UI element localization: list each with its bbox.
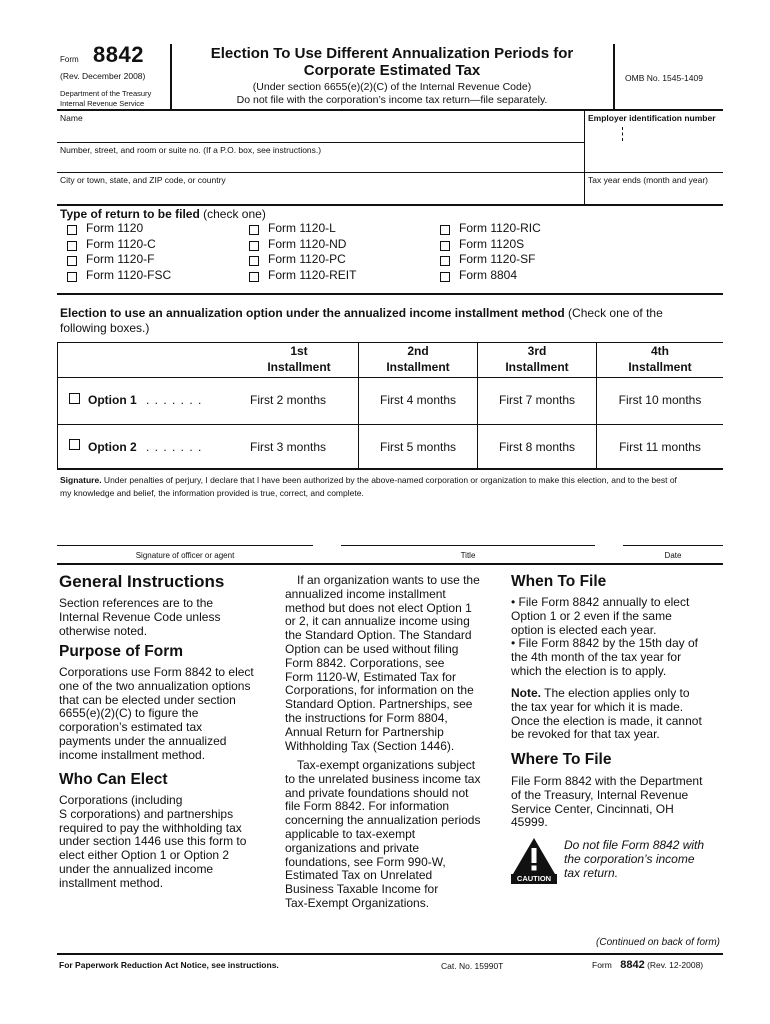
where-to-file-heading: Where To File [511, 751, 612, 768]
caution-label: CAUTION [516, 874, 552, 883]
date-input[interactable] [623, 527, 723, 544]
option-1-cell-1: First 2 months [250, 393, 327, 407]
agency-line: Internal Revenue Service [60, 99, 145, 108]
omb-number: OMB No. 1545-1409 [625, 73, 703, 83]
where-to-file-text: File Form 8842 with the Department of the Treasury, Internal Revenue Service Center, Cincinnati, OH 45999. [511, 774, 703, 830]
option-label: Form 1120-SF [459, 252, 536, 266]
signature-label: Signature of officer or agent [135, 551, 235, 560]
option-2-cell-3: First 8 months [498, 440, 576, 454]
checkbox-form-1120-fsc[interactable] [67, 272, 77, 282]
option-2-cell-4: First 11 months [619, 440, 701, 454]
continued-note: (Continued on back of form) [596, 937, 720, 948]
name-label: Name [60, 113, 83, 123]
checkbox-form-1120-c[interactable] [67, 241, 77, 251]
title-label: Title [460, 551, 476, 560]
ein-label: Employer identification number [588, 113, 716, 123]
standard-option-text: If an organization wants to use the annualized income installment method but does not elect Option 1 or 2, it can annualize income using the Standard Option. The Standard Option can be used without filing Form 8842. Corporations, see Form 1120-W, Estimated Tax for Corporations, for information on the Standard Option. Partnerships, see the instructions for Form 8804, Annual Return for Partnership Withholding Tax (Section 1446). [285, 573, 480, 753]
title-input[interactable] [341, 527, 595, 544]
option-2-label: Option 2 [88, 440, 137, 454]
tax-exempt-text: Tax-exempt organizations subject to the unrelated business income tax and private foundations should not file Form 8842. For information concerning the annualization periods applicable to tax-exempt organizations and private foundations, see Form 990-W, Estimated Tax on Unrelated Business Taxable Income for Tax-Exempt Organizations. [285, 758, 481, 910]
option-label: Form 8804 [459, 268, 518, 282]
who-can-elect-text: Corporations (including S corporations) and partnerships required to pay the withholding tax under section 1446 use this form to elect either Option 1 or Option 2 under the annualized income installment method. [59, 793, 247, 890]
purpose-heading: Purpose of Form [59, 643, 184, 660]
column-header-3rd: 3rd Installment [505, 344, 569, 374]
option-label: Form 1120-REIT [268, 268, 357, 282]
dot-leader: . . . . . . . [146, 440, 203, 454]
column-header-2nd: 2nd Installment [386, 344, 450, 374]
dot-leader: . . . . . . . [146, 393, 203, 407]
checkbox-option-2[interactable] [69, 439, 80, 450]
signature-declaration: Signature. Under penalties of perjury, I declare that I have been authorized by the above-named corporation or organization to make this election, and to the best of my knowledge and belief, the information provided is true, correct, and complete. [60, 475, 677, 498]
form-title: Election To Use Different Annualization Periods for Corporate Estimated Tax [210, 45, 574, 79]
checkbox-form-1120-ric[interactable] [440, 225, 450, 235]
paperwork-notice: For Paperwork Reduction Act Notice, see instructions. [59, 960, 279, 970]
option-label: Form 1120S [459, 237, 525, 251]
tax-year-label: Tax year ends (month and year) [588, 175, 709, 185]
checkbox-form-1120-sf[interactable] [440, 256, 450, 266]
option-1-cell-3: First 7 months [498, 393, 576, 407]
option-1-cell-2: First 4 months [379, 393, 457, 407]
caution-icon [511, 836, 557, 884]
checkbox-form-1120s[interactable] [440, 241, 450, 251]
checkbox-option-1[interactable] [69, 393, 80, 404]
caution-text: Do not file Form 8842 with the corporation’s income tax return. [564, 838, 705, 880]
when-to-file-heading: When To File [511, 573, 607, 590]
date-label: Date [664, 551, 682, 560]
catalog-number: Cat. No. 15990T [441, 961, 504, 971]
revision-date: (Rev. December 2008) [60, 71, 146, 81]
address-input[interactable] [60, 156, 580, 170]
option-label: Form 1120-PC [268, 252, 346, 266]
form-subtitle: (Under section 6655(e)(2)(C) of the Internal Revenue Code) Do not file with the corporation’s income tax return—file separately. [236, 81, 548, 106]
city-input[interactable] [60, 187, 580, 201]
form-label: Form [60, 55, 79, 64]
checkbox-form-1120-l[interactable] [249, 225, 259, 235]
section-references-text: Section references are to the Internal Revenue Code unless otherwise noted. [59, 596, 221, 638]
checkbox-form-1120-reit[interactable] [249, 272, 259, 282]
option-2-cell-2: First 5 months [379, 440, 457, 454]
column-header-4th: 4th Installment [628, 344, 692, 374]
option-label: Form 1120 [86, 221, 144, 235]
option-label: Form 1120-C [86, 237, 156, 251]
note-text: Note. The election applies only to the tax year for which it is made. Once the election is made, it cannot be revoked for that tax year. [511, 686, 702, 742]
election-intro: Election to use an annualization option under the annualized income installment method (Check one of the following boxes.) [60, 306, 663, 335]
signature-input[interactable] [57, 527, 313, 544]
option-label: Form 1120-F [86, 252, 155, 266]
option-2-cell-1: First 3 months [250, 440, 327, 454]
column-header-1st: 1st Installment [267, 344, 331, 374]
option-label: Form 1120-L [268, 221, 336, 235]
option-1-label: Option 1 [88, 393, 137, 407]
when-to-file-text: • File Form 8842 annually to elect Option 1 or 2 even if the same option is elected each year. • File Form 8842 by the 15th day of the 4th month of the tax year for which the election is to apply. [511, 595, 698, 678]
form-number: 8842 [93, 42, 144, 67]
option-label: Form 1120-ND [268, 237, 347, 251]
ein-input[interactable] [588, 125, 718, 141]
option-label: Form 1120-RIC [459, 221, 541, 235]
general-instructions-heading: General Instructions [59, 572, 225, 591]
checkbox-form-1120[interactable] [67, 225, 77, 235]
checkbox-form-1120-pc[interactable] [249, 256, 259, 266]
department-line: Department of the Treasury [60, 89, 152, 98]
return-type-heading: Type of return to be filed (check one) [60, 207, 266, 221]
footer-form-id: Form 8842 (Rev. 12-2008) [592, 959, 704, 971]
address-label: Number, street, and room or suite no. (If a P.O. box, see instructions.) [60, 145, 322, 155]
name-input[interactable] [60, 125, 580, 141]
city-label: City or town, state, and ZIP code, or country [60, 175, 226, 185]
option-label: Form 1120-FSC [86, 268, 172, 282]
ein-separator [622, 127, 623, 141]
who-can-elect-heading: Who Can Elect [59, 771, 168, 788]
checkbox-form-1120-f[interactable] [67, 256, 77, 266]
tax-year-input[interactable] [588, 187, 718, 201]
purpose-text: Corporations use Form 8842 to elect one of the two annualization options that can be elected under section 6655(e)(2)(C) to figure the corporation’s estimated tax payments under the annualized income installment method. [59, 665, 254, 762]
checkbox-form-1120-nd[interactable] [249, 241, 259, 251]
checkbox-form-8804[interactable] [440, 272, 450, 282]
option-1-cell-4: First 10 months [618, 393, 702, 407]
